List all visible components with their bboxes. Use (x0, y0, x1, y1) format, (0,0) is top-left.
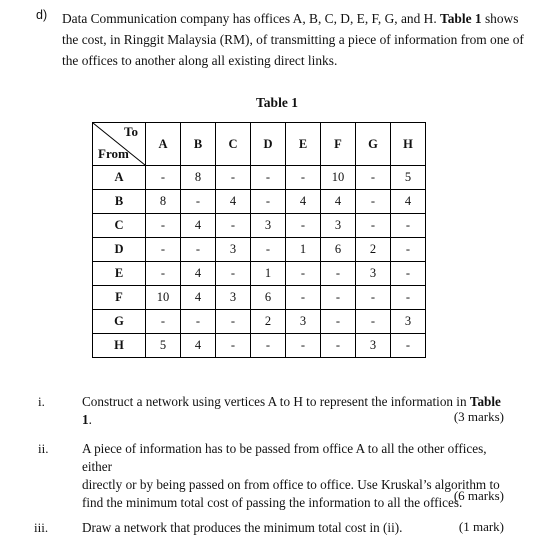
cost-cell: - (321, 286, 356, 310)
part-i-marks: (3 marks) (453, 409, 504, 424)
cost-cell: - (321, 262, 356, 286)
cost-cell: 2 (356, 238, 391, 262)
cost-cell: - (356, 286, 391, 310)
cost-cell: - (216, 166, 251, 190)
cost-cell: - (181, 310, 216, 334)
cost-cell: - (356, 190, 391, 214)
cost-cell: 3 (391, 310, 426, 334)
cost-cell: - (391, 262, 426, 286)
cost-cell: 10 (321, 166, 356, 190)
cost-cell: - (356, 310, 391, 334)
cost-cell: - (216, 214, 251, 238)
column-header-b: B (181, 123, 216, 166)
row-header-h: H (93, 334, 146, 358)
corner-to-label: To (124, 124, 138, 139)
part-iii-marks: (1 mark) (458, 519, 504, 534)
cost-cell: - (216, 334, 251, 358)
cost-cell: - (216, 262, 251, 286)
part-ii-marks: (6 marks) (453, 488, 504, 503)
table-row (93, 238, 426, 262)
cost-cell: 4 (286, 190, 321, 214)
table-reference: Table 1 (440, 11, 482, 26)
cost-cell: 8 (146, 190, 181, 214)
table-row (93, 310, 426, 334)
part-iii-numeral: iii. (34, 520, 49, 535)
cost-cell: 3 (216, 286, 251, 310)
corner-from-label: From (98, 146, 129, 161)
cost-cell: - (216, 310, 251, 334)
cost-cell: - (251, 238, 286, 262)
row-header-d: D (93, 238, 146, 262)
column-header-a: A (146, 123, 181, 166)
cost-cell: - (146, 238, 181, 262)
cost-cell: 6 (321, 238, 356, 262)
cost-cell: - (356, 214, 391, 238)
part-ii-numeral: ii. (38, 441, 49, 456)
cost-cell: - (251, 166, 286, 190)
table-corner-cell (93, 123, 146, 166)
part-i-numeral: i. (38, 394, 45, 409)
row-header-f: F (93, 286, 146, 310)
cost-cell: - (251, 334, 286, 358)
cost-cell: - (286, 262, 321, 286)
cost-cell: - (146, 262, 181, 286)
question-intro (62, 8, 532, 71)
cost-cell: - (146, 166, 181, 190)
cost-cell: - (146, 310, 181, 334)
cost-cell: 4 (321, 190, 356, 214)
intro-line-3: the offices to another along all existing direct links. (62, 53, 338, 68)
cost-cell: 4 (181, 286, 216, 310)
cost-cell: - (146, 214, 181, 238)
cost-cell: 4 (181, 334, 216, 358)
row-header-g: G (93, 310, 146, 334)
cost-cell: - (391, 334, 426, 358)
cost-cell: 10 (146, 286, 181, 310)
cost-cell: 4 (216, 190, 251, 214)
cost-cell: - (391, 214, 426, 238)
table-row (93, 214, 426, 238)
row-header-a: A (93, 166, 146, 190)
cost-cell: - (286, 286, 321, 310)
table-row (93, 190, 426, 214)
table-row (93, 166, 426, 190)
part-i-text: Construct a network using vertices A to H to represent the information in Table 1. (82, 394, 501, 427)
cost-cell: - (321, 310, 356, 334)
table-row (93, 286, 426, 310)
cost-cell: - (356, 166, 391, 190)
column-header-g: G (356, 123, 391, 166)
table-header-row (93, 123, 426, 166)
cost-cell: - (286, 334, 321, 358)
cost-cell: 4 (181, 214, 216, 238)
cost-cell: 1 (286, 238, 321, 262)
cost-cell: - (321, 334, 356, 358)
cost-cell: 5 (146, 334, 181, 358)
question-label: d) (36, 8, 48, 22)
column-header-h: H (391, 123, 426, 166)
cost-cell: 3 (356, 262, 391, 286)
part-iii-text: Draw a network that produces the minimum total cost in (ii). (82, 520, 403, 535)
column-header-c: C (216, 123, 251, 166)
cost-cell: - (286, 214, 321, 238)
cost-cell: 3 (286, 310, 321, 334)
cost-cell: 6 (251, 286, 286, 310)
table-row (93, 262, 426, 286)
cost-cell: - (286, 166, 321, 190)
cost-cell: 1 (251, 262, 286, 286)
column-header-f: F (321, 123, 356, 166)
cost-cell: 5 (391, 166, 426, 190)
row-header-e: E (93, 262, 146, 286)
column-header-e: E (286, 123, 321, 166)
column-header-d: D (251, 123, 286, 166)
cost-cell: 3 (251, 214, 286, 238)
cost-cell: 4 (391, 190, 426, 214)
intro-line-2: the cost, in Ringgit Malaysia (RM), of transmitting a piece of information from one of (62, 32, 524, 47)
cost-cell: 3 (216, 238, 251, 262)
cost-cell: - (181, 190, 216, 214)
table-caption: Table 1 (256, 95, 298, 110)
cost-table (92, 122, 426, 358)
cost-cell: 4 (181, 262, 216, 286)
cost-cell: 8 (181, 166, 216, 190)
row-header-c: C (93, 214, 146, 238)
row-header-b: B (93, 190, 146, 214)
cost-cell: 2 (251, 310, 286, 334)
intro-line-1: Data Communication company has offices A, B, C, D, E, F, G, and H. Table 1 shows (62, 11, 519, 26)
cost-cell: - (391, 286, 426, 310)
part-ii-text: A piece of information has to be passed from office A to all the other offices, either directly or by being passed on from office to office. Use Kruskal’s algorithm to find the minimum total cost of passing the information to all the offices. (82, 441, 500, 510)
cost-cell: 3 (321, 214, 356, 238)
cost-cell: - (391, 238, 426, 262)
table-row (93, 334, 426, 358)
cost-cell: 3 (356, 334, 391, 358)
cost-cell: - (181, 238, 216, 262)
cost-cell: - (251, 190, 286, 214)
